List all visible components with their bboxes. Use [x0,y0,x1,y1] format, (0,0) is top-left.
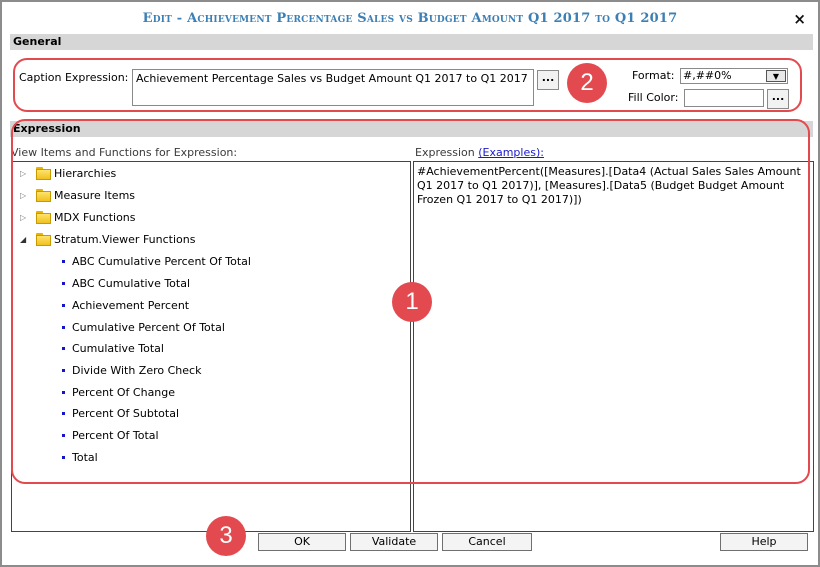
cancel-button[interactable]: Cancel [442,533,532,551]
function-label: Cumulative Percent Of Total [72,321,225,334]
annotation-badge-2: 2 [567,63,607,103]
caption-expression-label: Caption Expression: [19,71,129,84]
ok-button[interactable]: OK [258,533,346,551]
chevron-down-icon[interactable]: ▼ [766,70,786,82]
function-label: Percent Of Change [72,386,176,399]
function-label: Divide With Zero Check [72,364,202,377]
fill-color-input[interactable] [684,89,764,107]
format-label: Format: [632,69,675,82]
function-label: Achievement Percent [72,299,190,312]
chevron-down-icon[interactable]: ◢ [20,235,27,244]
function-label: Percent Of Total [72,429,159,442]
dialog-title: Edit - Achievement Percentage Sales vs Budget Amount Q1 2017 to Q1 2017 [142,11,678,26]
caption-expression-input[interactable]: Achievement Percentage Sales vs Budget Amount Q1 2017 to Q1 2017 [132,69,534,106]
function-label: Percent Of Subtotal [72,407,180,420]
format-select[interactable] [680,68,788,84]
expression-section-header: Expression [10,121,813,137]
annotation-badge-1: 1 [392,282,432,322]
tree-node-label: Stratum.Viewer Functions [54,233,196,246]
fill-color-browse-button[interactable]: ... [767,89,789,109]
tree-node-label: Hierarchies [54,167,117,180]
function-label: ABC Cumulative Total [72,277,191,290]
tree-node-label: Measure Items [54,189,136,202]
expression-editor[interactable]: #AchievementPercent([Measures].[Data4 (Actual Sales Sales Amount Q1 2017 to Q1 2017)], [Measures].[Data5 (Budget Budget Amount Frozen Q1 2017 to Q1 2017)]) [413,161,814,532]
help-button[interactable]: Help [720,533,808,551]
annotation-badge-3: 3 [206,516,246,556]
close-icon[interactable]: × [793,10,806,28]
chevron-right-icon[interactable]: ▷ [20,169,27,178]
expression-label: Expression [415,146,475,159]
tree-panel-label: View Items and Functions for Expression: [11,146,238,159]
title-bar [2,2,818,36]
chevron-right-icon[interactable]: ▷ [20,213,27,222]
function-label: Total [72,451,98,464]
caption-browse-button[interactable]: ... [537,70,559,90]
general-section-header: General [10,34,813,50]
chevron-right-icon[interactable]: ▷ [20,191,27,200]
format-select-value: #,##0% [683,69,732,82]
tree-node-label: MDX Functions [54,211,136,224]
function-label: ABC Cumulative Percent Of Total [72,255,251,268]
examples-link[interactable]: (Examples): [478,146,544,159]
fill-color-label: Fill Color: [628,91,679,104]
function-label: Cumulative Total [72,342,164,355]
validate-button[interactable]: Validate [350,533,438,551]
